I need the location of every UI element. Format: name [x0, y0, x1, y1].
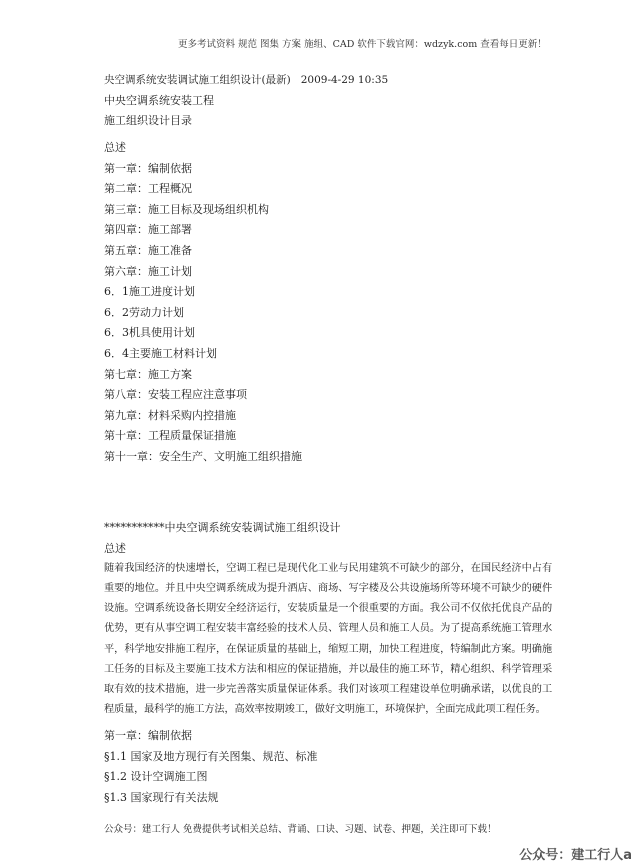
toc-item: 第八章：安装工程应注意事项 [104, 388, 247, 402]
toc-item: 第十一章：安全生产、文明施工组织措施 [104, 449, 302, 463]
section-title: ***********中央空调系统安装调试施工组织设计 [104, 521, 341, 534]
table-of-contents [104, 138, 558, 468]
watermark: 公众号：建工行人a [519, 848, 632, 863]
chapter-item: §1.1 国家及地方现行有关图集、规范、标准 [104, 749, 318, 763]
toc-item: 第一章：编制依据 [104, 161, 192, 175]
toc-item: 第二章：工程概况 [104, 182, 192, 196]
chapter-item: §1.3 国家现行有关法规 [104, 790, 219, 804]
overview-heading: 总述 [104, 541, 126, 555]
document-title-line [104, 70, 558, 91]
toc-item: 第六章：施工计划 [104, 264, 192, 278]
toc-item: 第九章：材料采购内控措施 [104, 408, 236, 422]
document-title: 央空调系统安装调试施工组织设计(最新) [104, 74, 291, 86]
toc-item: 6．4主要施工材料计划 [104, 346, 217, 360]
toc-item: 第五章：施工准备 [104, 243, 192, 257]
document-body [104, 518, 558, 720]
overview-paragraph: 随着我国经济的快速增长，空调工程已是现代化工业与民用建筑不可缺少的部分，在国民经济中占有重要的地位。并且中央空调系统成为提升酒店、商场、写字楼及公共设施场所等环境不可缺少的硬件设施。空调系统设备长期安全经济运行，安装质量是一个很重要的方面。我公司不仅依托优良产品的优势，更有从事空调工程安装丰富经验的技术人员、管理人员和施工人员。为了提高系统施工管理水平，科学地安排施工程序，在保证质量的基础上，缩短工期，加快工程进度，特编制此方案。明确施工任务的目标及主要施工技术方法和相应的保证措施，并以最佳的施工环节，精心组织、科学管理采取有效的技术措施，进一步完善落实质量保证体系。我们对该项工程建设单位明确承诺，以优良的工程质量，最科学的施工方法，高效率按期竣工，做好文明施工，环境保护，全面完成此项工程任务。 [104, 563, 552, 715]
document-date: 2009-4-29 10:35 [300, 74, 389, 86]
toc-item: 第三章：施工目标及现场组织机构 [104, 202, 269, 216]
footer-note: 公众号：建工行人 免费提供考试相关总结、背诵、口诀、习题、试卷、押题，关注即可下载！ [104, 824, 497, 835]
toc-item: 6．1施工进度计划 [104, 285, 195, 299]
toc-heading: 施工组织设计目录 [104, 114, 192, 128]
toc-item: 第七章：施工方案 [104, 367, 192, 381]
header-banner: 更多考试资料 规范 图集 方案 施组、CAD 软件下载官网：wdzyk.com 查看每日更新！ [178, 39, 547, 50]
chapter-one [104, 726, 558, 808]
chapter-item: §1.2 设计空调施工图 [104, 770, 208, 784]
toc-item: 第四章：施工部署 [104, 223, 192, 237]
toc-item: 第十章：工程质量保证措施 [104, 429, 236, 443]
toc-item: 总述 [104, 141, 126, 154]
title-block [104, 70, 558, 132]
toc-item: 6．3机具使用计划 [104, 326, 195, 340]
project-name: 中央空调系统安装工程 [104, 93, 214, 107]
chapter-heading: 第一章：编制依据 [104, 729, 192, 742]
toc-item: 6．2劳动力计划 [104, 305, 184, 319]
